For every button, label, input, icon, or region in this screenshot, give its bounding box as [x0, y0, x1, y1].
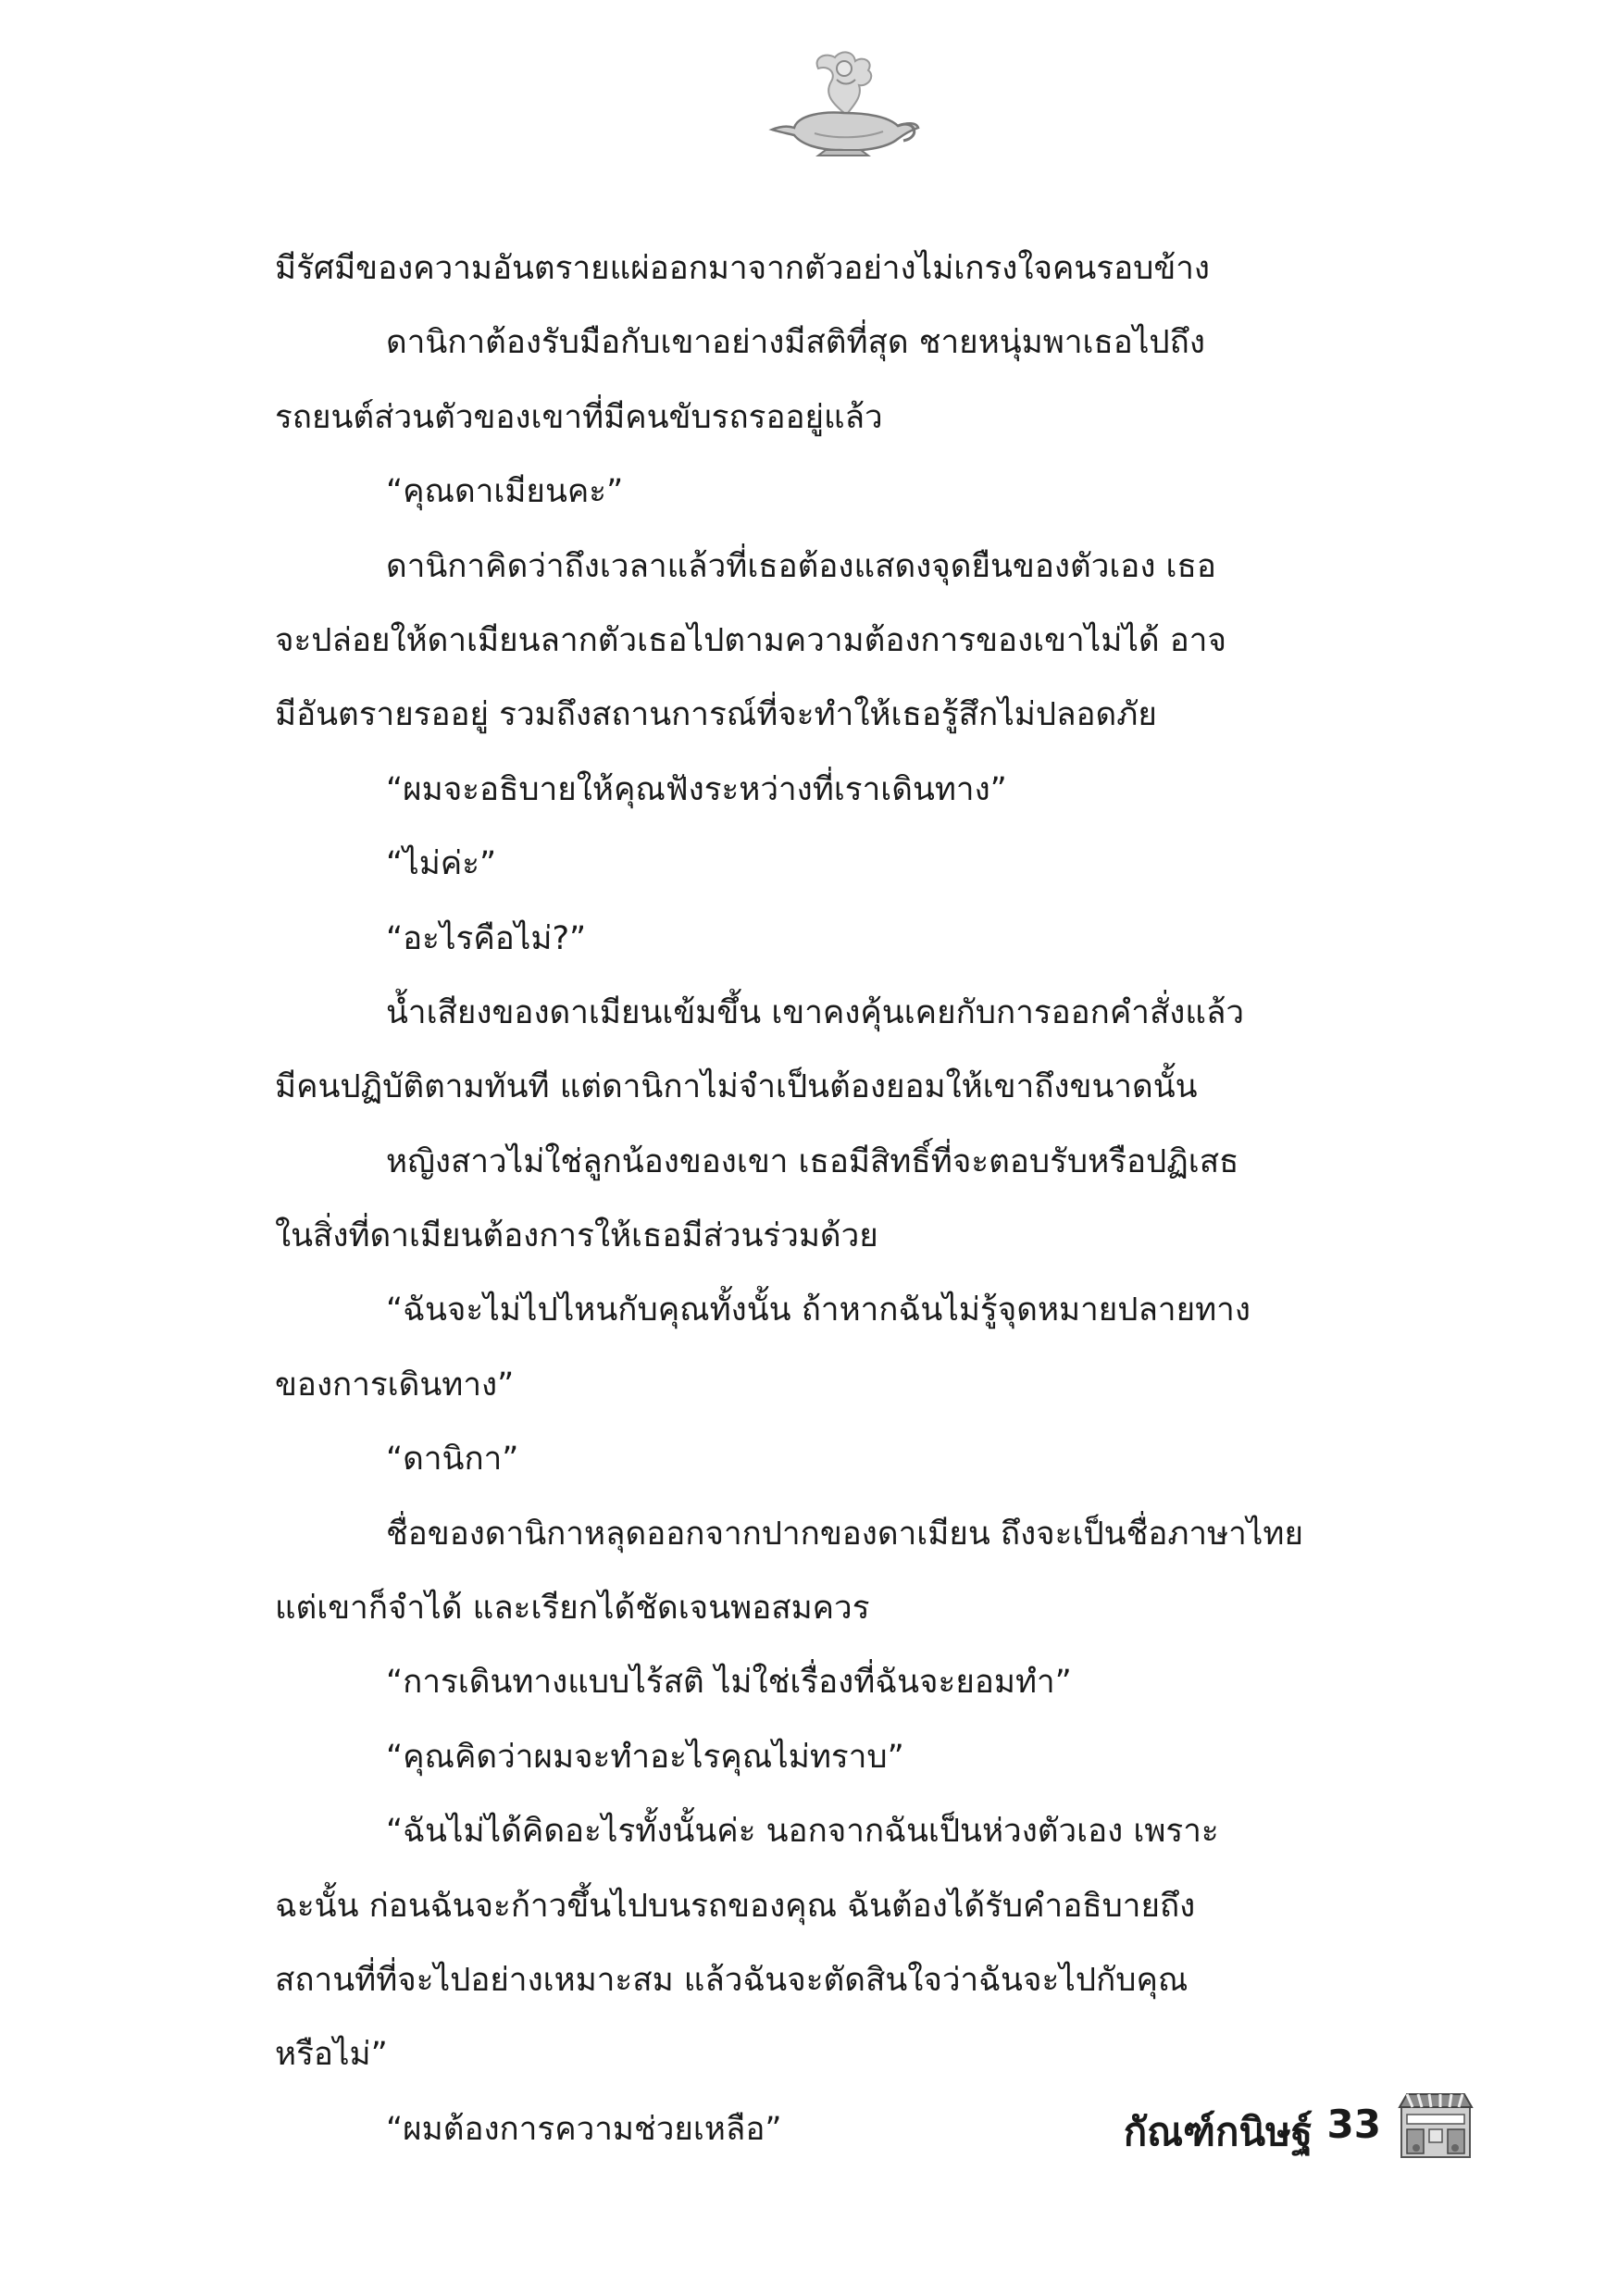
text-line: ดานิกาต้องรับมือกับเขาอย่างมีสติที่สุด ชายหนุ่มพาเธอไปถึง [386, 324, 1205, 362]
text-line: น้ำเสียงของดาเมียนเข้มขึ้น เขาคงคุ้นเคยกับการออกคำสั่งแล้ว [386, 993, 1245, 1031]
text-line: “ผมต้องการความช่วยเหลือ” [386, 2110, 782, 2148]
text-line: “คุณคิดว่าผมจะทำอะไรคุณไม่ทราบ” [386, 1738, 904, 1776]
text-line: “อะไรคือไม่?” [386, 919, 587, 957]
text-line: จะปล่อยให้ดาเมียนลากตัวเธอไปตามความต้องการของเขาไม่ได้ อาจ [275, 621, 1226, 659]
text-line: มีคนปฏิบัติตามทันที แต่ดานิกาไม่จำเป็นต้องยอมให้เขาถึงขนาดนั้น [275, 1068, 1198, 1106]
text-line: ชื่อของดานิกาหลุดออกจากปากของดาเมียน ถึงจะเป็นชื่อภาษาไทย [386, 1515, 1303, 1553]
book-title: กัณฑ์กนิษฐ์ [1123, 2109, 1313, 2154]
text-line: “ฉันไม่ได้คิดอะไรทั้งนั้นค่ะ นอกจากฉันเป็นห่วงตัวเอง เพราะ [386, 1813, 1219, 1851]
publisher-storefront-logo-icon [1398, 2092, 1474, 2159]
text-line: รถยนต์ส่วนตัวของเขาที่มีคนขับรถรออยู่แล้ว [275, 398, 883, 436]
text-line: หรือไม่” [275, 2036, 388, 2074]
page-number: 33 [1326, 2102, 1381, 2147]
text-line: “ฉันจะไม่ไปไหนกับคุณทั้งนั้น ถ้าหากฉันไม่รู้จุดหมายปลายทาง [386, 1292, 1251, 1329]
text-line: สถานที่ที่จะไปอย่างเหมาะสม แล้วฉันจะตัดสินใจว่าฉันจะไปกับคุณ [275, 1961, 1189, 1999]
text-line: แต่เขาก็จำได้ และเรียกได้ชัดเจนพอสมควร [275, 1590, 870, 1628]
text-line: ฉะนั้น ก่อนฉันจะก้าวขึ้นไปบนรถของคุณ ฉันต้องได้รับคำอธิบายถึง [275, 1887, 1196, 1925]
body-text [275, 231, 1458, 2166]
page-footer [1018, 2092, 1481, 2176]
text-line: หญิงสาวไม่ใช่ลูกน้องของเขา เธอมีสิทธิ์ที่จะตอบรับหรือปฏิเสธ [386, 1142, 1239, 1180]
text-line: ของการเดินทาง” [275, 1366, 515, 1404]
text-line: มีอันตรายรออยู่ รวมถึงสถานการณ์ที่จะทำให้เธอรู้สึกไม่ปลอดภัย [275, 696, 1157, 734]
text-line: “ผมจะอธิบายให้คุณฟังระหว่างที่เราเดินทาง” [386, 770, 1007, 808]
magic-lamp-with-genie-icon [759, 48, 926, 157]
text-line: ในสิ่งที่ดาเมียนต้องการให้เธอมีส่วนร่วมด้วย [275, 1217, 878, 1255]
text-line: ดานิกาคิดว่าถึงเวลาแล้วที่เธอต้องแสดงจุดยืนของตัวเอง เธอ [386, 547, 1216, 585]
text-line: “ดานิกา” [386, 1441, 519, 1479]
text-line: “คุณดาเมียนคะ” [386, 473, 624, 511]
text-line: มีรัศมีของความอันตรายแผ่ออกมาจากตัวอย่างไม่เกรงใจคนรอบข้าง [275, 250, 1211, 287]
text-line: “ไม่ค่ะ” [386, 845, 497, 883]
text-line: “การเดินทางแบบไร้สติ ไม่ใช่เรื่องที่ฉันจะยอมทำ” [386, 1664, 1072, 1702]
